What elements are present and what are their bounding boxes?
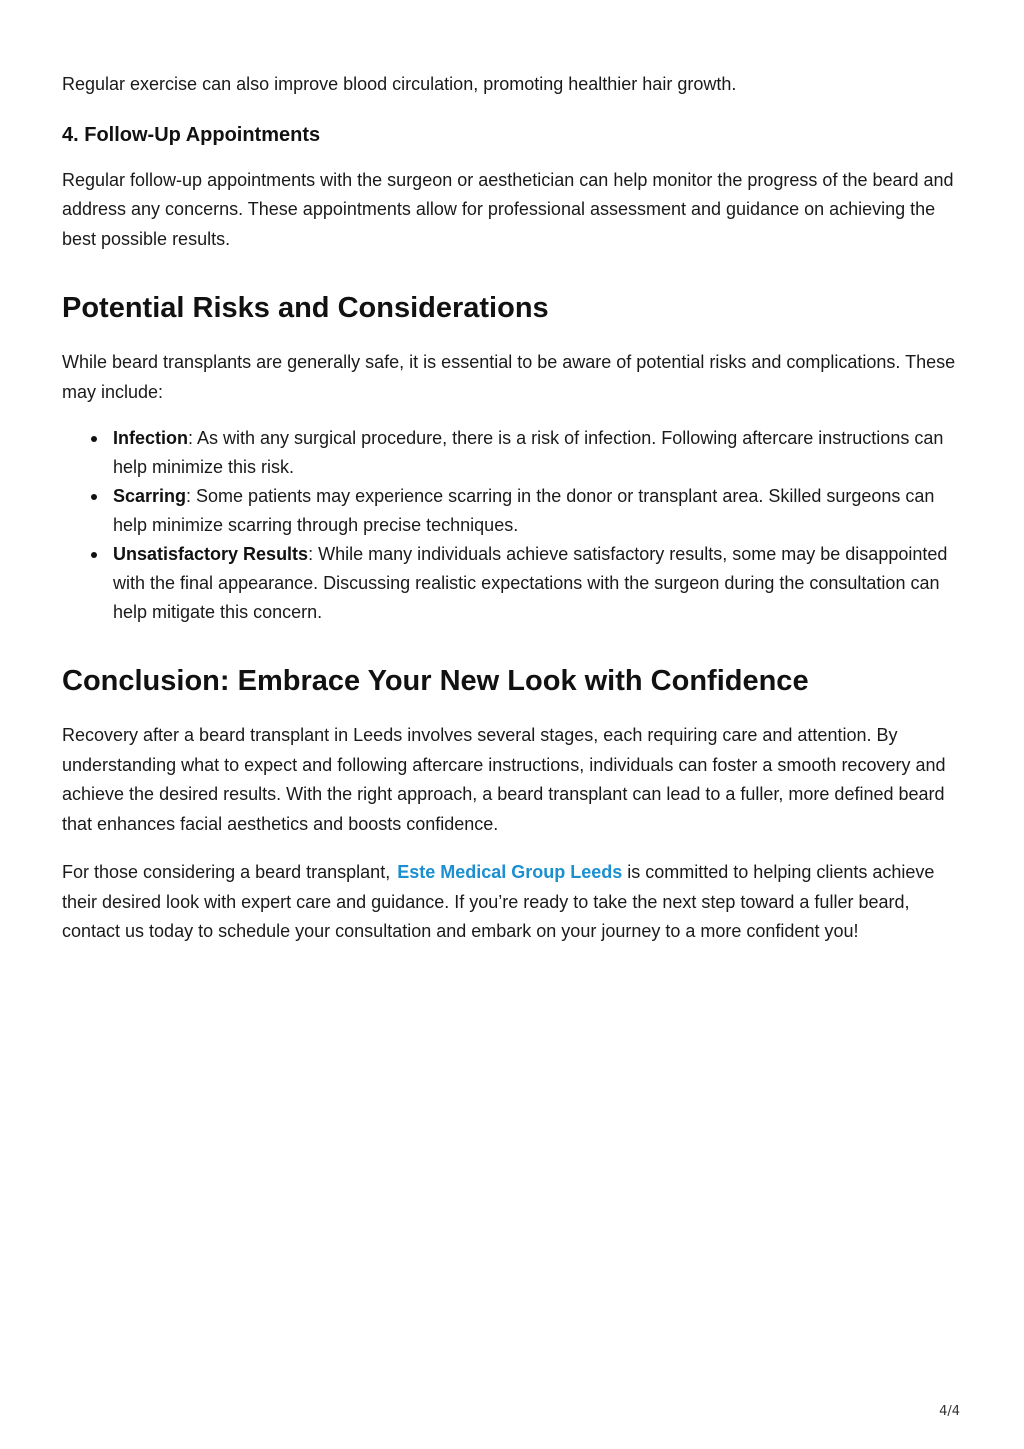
risk-description: : As with any surgical procedure, there is a risk of infection. Following aftercare instructions can help minimize this risk. [113, 428, 944, 477]
list-item [113, 540, 967, 627]
list-item [113, 424, 967, 482]
risk-term: Infection [113, 428, 188, 448]
risks-list [62, 424, 967, 627]
document-page [62, 70, 967, 947]
intro-paragraph: Regular exercise can also improve blood circulation, promoting healthier hair growth. [62, 74, 737, 94]
risk-description: : While many individuals achieve satisfactory results, some may be disappointed with the final appearance. Discussing realistic expectations with the surgeon during the consultation can help mitigate this concern. [113, 544, 948, 622]
risks-intro-paragraph: While beard transplants are generally safe, it is essential to be aware of potential risks and complications. These may include: [62, 352, 956, 402]
followup-heading: 4. Follow-Up Appointments [62, 123, 321, 146]
page-number: 4/4 [939, 1404, 960, 1419]
cta-paragraph [62, 858, 967, 947]
risks-heading: Potential Risks and Considerations [62, 292, 549, 324]
list-item [113, 482, 967, 540]
este-medical-group-link[interactable]: Este Medical Group Leeds [397, 862, 623, 882]
cta-text-before: For those considering a beard transplant, [62, 862, 391, 882]
conclusion-paragraph: Recovery after a beard transplant in Leeds involves several stages, each requiring care and attention. By understanding what to expect and following aftercare instructions, individuals can foster a smooth recovery and achieve the desired results. With the right approach, a beard transplant can lead to a fuller, more defined beard that enhances facial aesthetics and boosts confidence. [62, 725, 946, 834]
conclusion-heading: Conclusion: Embrace Your New Look with Confidence [62, 665, 809, 697]
followup-paragraph: Regular follow-up appointments with the surgeon or aesthetician can help monitor the progress of the beard and address any concerns. These appointments allow for professional assessment and guidance on achieving the best possible results. [62, 169, 954, 249]
cta-text-after: is committed to helping clients achieve their desired look with expert care and guidance. If you’re ready to take the next step toward a fuller beard, contact us today to schedule your consultation and embark on your journey to a more confident you! [62, 862, 935, 941]
risk-term: Unsatisfactory Results [113, 544, 309, 564]
risk-term: Scarring [113, 486, 187, 506]
risk-description: : Some patients may experience scarring in the donor or transplant area. Skilled surgeons can help minimize scarring through precise techniques. [113, 486, 935, 535]
